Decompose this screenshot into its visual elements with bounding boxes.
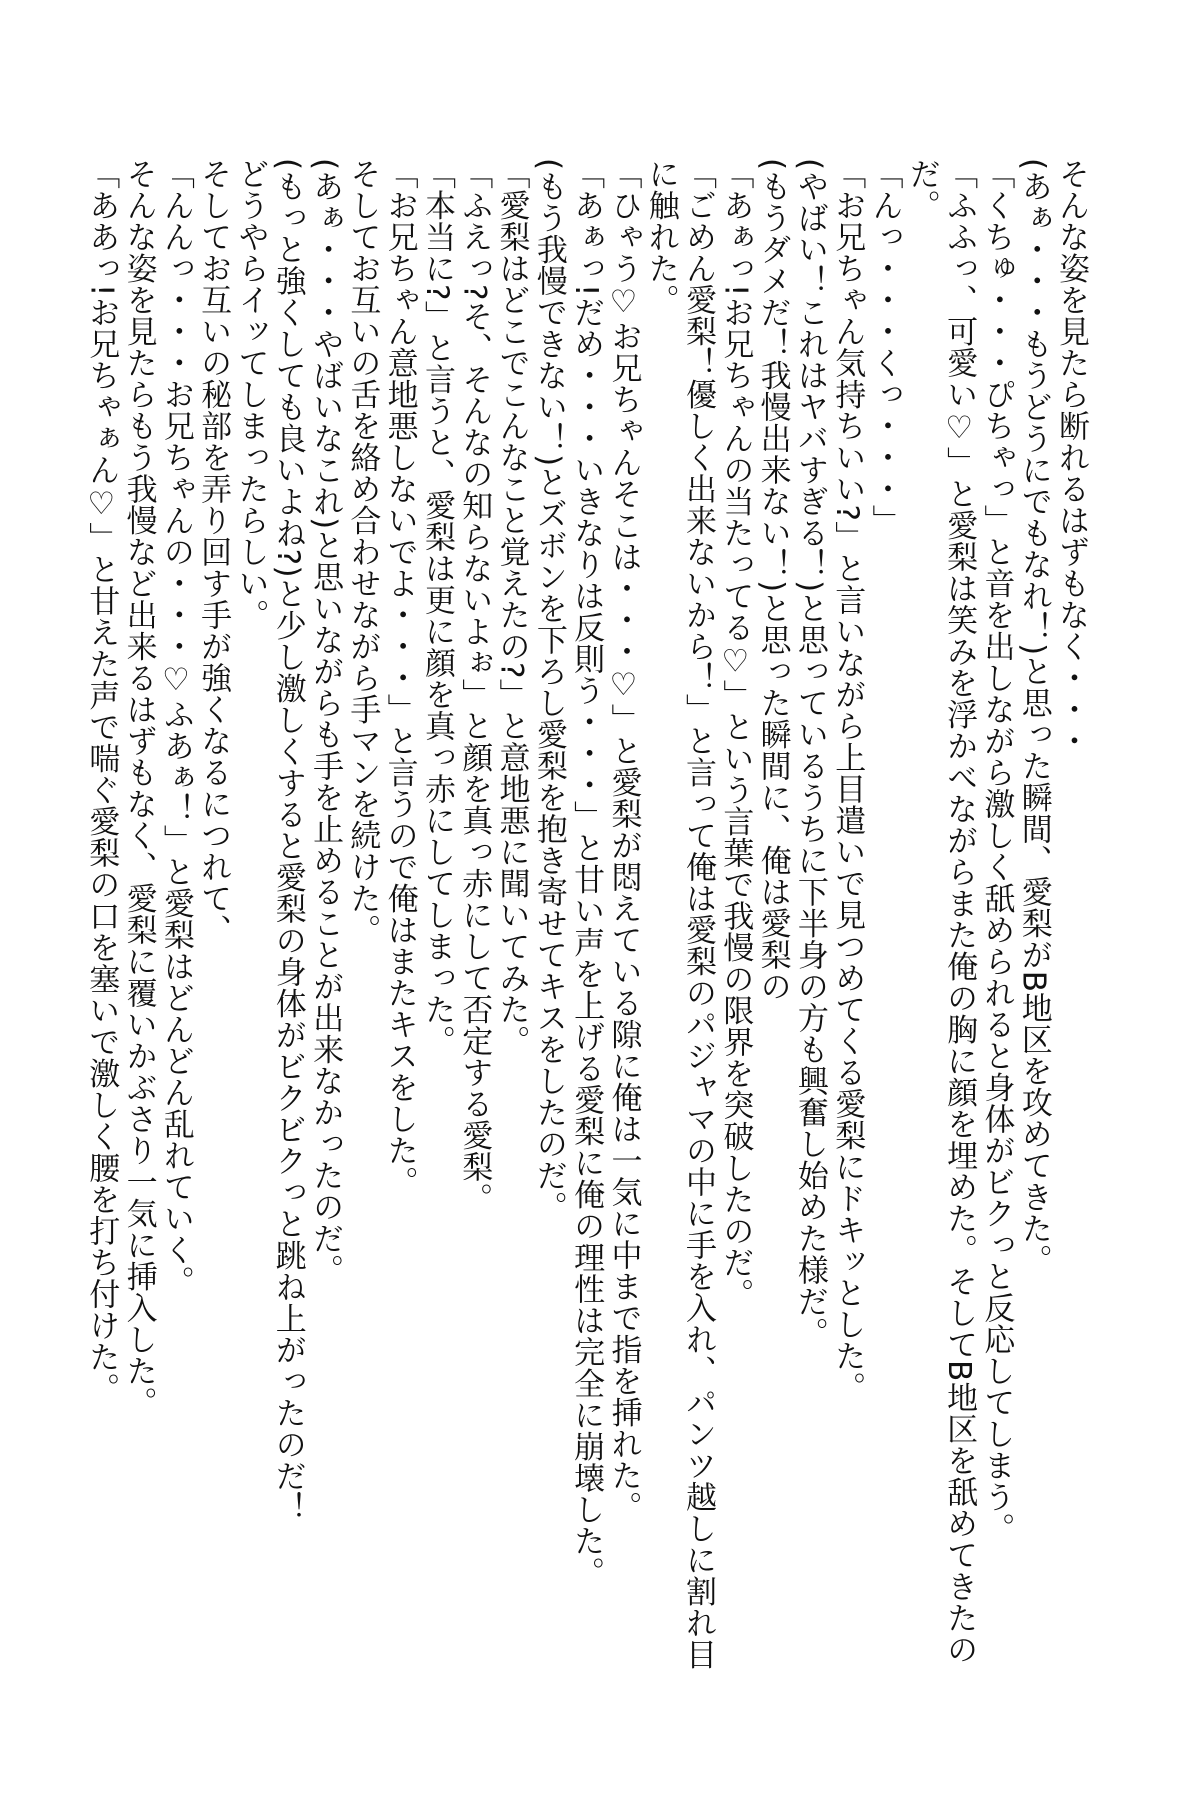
text-line: 「ひゃう♡お兄ちゃんそこは・・・♡」と愛梨が悶えている隙に俺は一気に中まで指を挿れた。 bbox=[605, 158, 642, 1523]
text-line: (あぁ・・・やばいなこれ)と思いながらも手を止めることが出来なかったのだ。 bbox=[307, 158, 344, 1286]
text-line: 「くちゅ・・・ぴちゃっ」と音を出しながら激しく舐められると身体がビクっと反応してしまう。 bbox=[978, 158, 1015, 1544]
text-line: 「んんっ・・・お兄ちゃんの・・・♡ふあぁ！」と愛梨はどんどん乱れていく。 bbox=[157, 158, 194, 1297]
text-line: 「お兄ちゃん意地悪しないでよ・・・」と言うので俺はまたキスをした。 bbox=[381, 158, 418, 1198]
text-line: そしてお互いの舌を絡め合わせながら手マンを続けた。 bbox=[344, 158, 381, 946]
text-line: どうやらイッてしまったらしい。 bbox=[232, 158, 269, 631]
text-line: (もうダメだ！我慢出来ない！)と思った瞬間に、俺は愛梨の bbox=[754, 158, 791, 1003]
text-line: だ。 bbox=[903, 158, 940, 221]
text-line: そしてお互いの秘部を弄り回す手が強くなるにつれて、 bbox=[195, 158, 232, 946]
text-line: 「本当に?」と言うと、愛梨は更に顔を真っ赤にしてしまった。 bbox=[418, 158, 455, 1057]
text-line: (もう我慢できない！)とズボンを下ろし愛梨を抱き寄せてキスをしたのだ。 bbox=[530, 158, 567, 1223]
text-line: (もっと強くしても良いよね?)と少し激しくすると愛梨の身体がビクビクっと跳ね上がったのだ！ bbox=[269, 158, 306, 1524]
text-line: 「ふふっ、可愛い♡」と愛梨は笑みを浮かべながらまた俺の胸に顔を埋めた。そしてB地区を舐めてきたの bbox=[941, 158, 978, 1666]
text-line: 「ごめん愛梨！優しく出来ないから！」と言って俺は愛梨のパジャマの中に手を入れ、パンツ越しに割れ目 bbox=[680, 158, 717, 1670]
text-line: 「お兄ちゃん気持ちいい?」と言いながら上目遣いで見つめてくる愛梨にドキッとした。 bbox=[829, 158, 866, 1404]
text-line: 「愛梨はどこでこんなこと覚えたの?」と意地悪に聞いてみた。 bbox=[493, 158, 530, 1057]
text-line: 「あぁっ!だめ・・・いきなりは反則う・・・」と甘い声を上げる愛梨に俺の理性は完全に崩壊した。 bbox=[568, 158, 605, 1589]
text-line: そんな姿を見たら断れるはずもなく・・・ bbox=[1053, 158, 1089, 757]
text-line: 「あぁっ!お兄ちゃんの当たってる♡」という言葉で我慢の限界を突破したのだ。 bbox=[717, 158, 754, 1310]
text-line: (やばい！これはヤバすぎる！)と思っているうちに下半身の方も興奮し始めた様だ。 bbox=[791, 158, 828, 1349]
text-line: 「ふえっ?そ、そんなの知らないよぉ」と顔を真っ赤にして否定する愛梨。 bbox=[456, 158, 493, 1215]
text-line: 「んっ・・・くっ・・・」 bbox=[866, 158, 903, 536]
text-line: 「ああっ!お兄ちゃぁん♡」と甘えた声で喘ぐ愛梨の口を塞いで激しく腰を打ち付けた。 bbox=[83, 158, 120, 1405]
text-line: に触れた。 bbox=[642, 158, 679, 316]
text-line: そんな姿を見たらもう我慢など出来るはずもなく、愛梨に覆いかぶさり一気に挿入した。 bbox=[120, 158, 157, 1418]
vertical-text-page bbox=[82, 158, 1089, 1758]
text-line: (あぁ・・・もうどうにでもなれ！)と思った瞬間、愛梨がB地区を攻めてきた。 bbox=[1015, 158, 1052, 1276]
